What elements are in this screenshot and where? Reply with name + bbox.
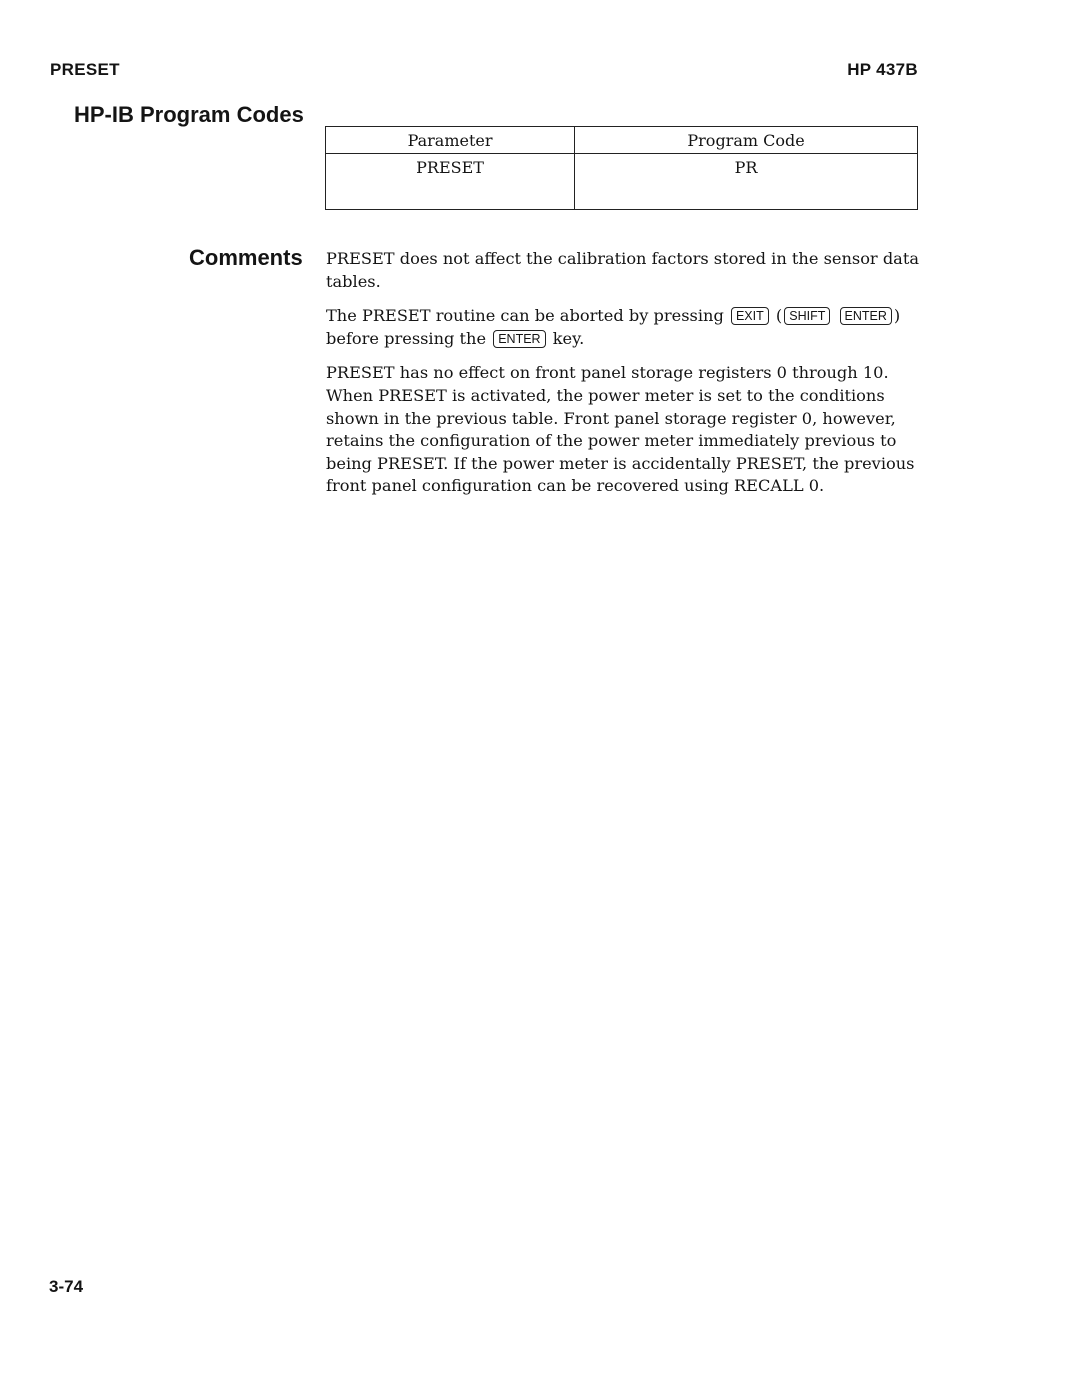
- comment-paragraph-1: PRESET does not affect the calibration factors stored in the sensor data tables.: [326, 249, 919, 291]
- exit-key: EXIT: [731, 307, 769, 325]
- cell-program-code: PR: [575, 154, 918, 210]
- p2-text-after: key.: [552, 328, 585, 348]
- table-row: [326, 154, 918, 210]
- comment-paragraph-3: PRESET has no effect on front panel storage registers 0 through 10. When PRESET is activated, the power meter is set to the conditions shown in the previous table. Front panel storage register 0, however, retains the configuration of the power meter immediately previous to being PRESET. If the power meter is accidentally PRESET, the previous front panel configuration can be recovered using RECALL 0.: [326, 363, 915, 496]
- enter-key: ENTER: [840, 307, 892, 325]
- comments-body: [326, 248, 926, 510]
- running-header-model: HP 437B: [847, 60, 918, 79]
- enter-key: ENTER: [493, 330, 545, 348]
- program-codes-table: [325, 126, 918, 210]
- cell-parameter: PRESET: [326, 154, 575, 210]
- table-header-row: [326, 127, 918, 154]
- p2-text-middle: before pressing the: [326, 328, 487, 348]
- page-number: 3-74: [49, 1277, 84, 1296]
- running-header-section: PRESET: [50, 60, 120, 79]
- comment-paragraph-2: The PRESET routine can be aborted by pressing EXIT ( SHIFT ENTER ) before pressing the ENTER key.: [326, 306, 901, 348]
- program-codes-heading: HP-IB Program Codes: [74, 102, 304, 127]
- column-header-parameter: Parameter: [326, 127, 575, 154]
- comments-heading: Comments: [189, 245, 303, 270]
- shift-key: SHIFT: [784, 307, 830, 325]
- column-header-program-code: Program Code: [575, 127, 918, 154]
- p2-text-before: The PRESET routine can be aborted by pressing: [326, 306, 724, 326]
